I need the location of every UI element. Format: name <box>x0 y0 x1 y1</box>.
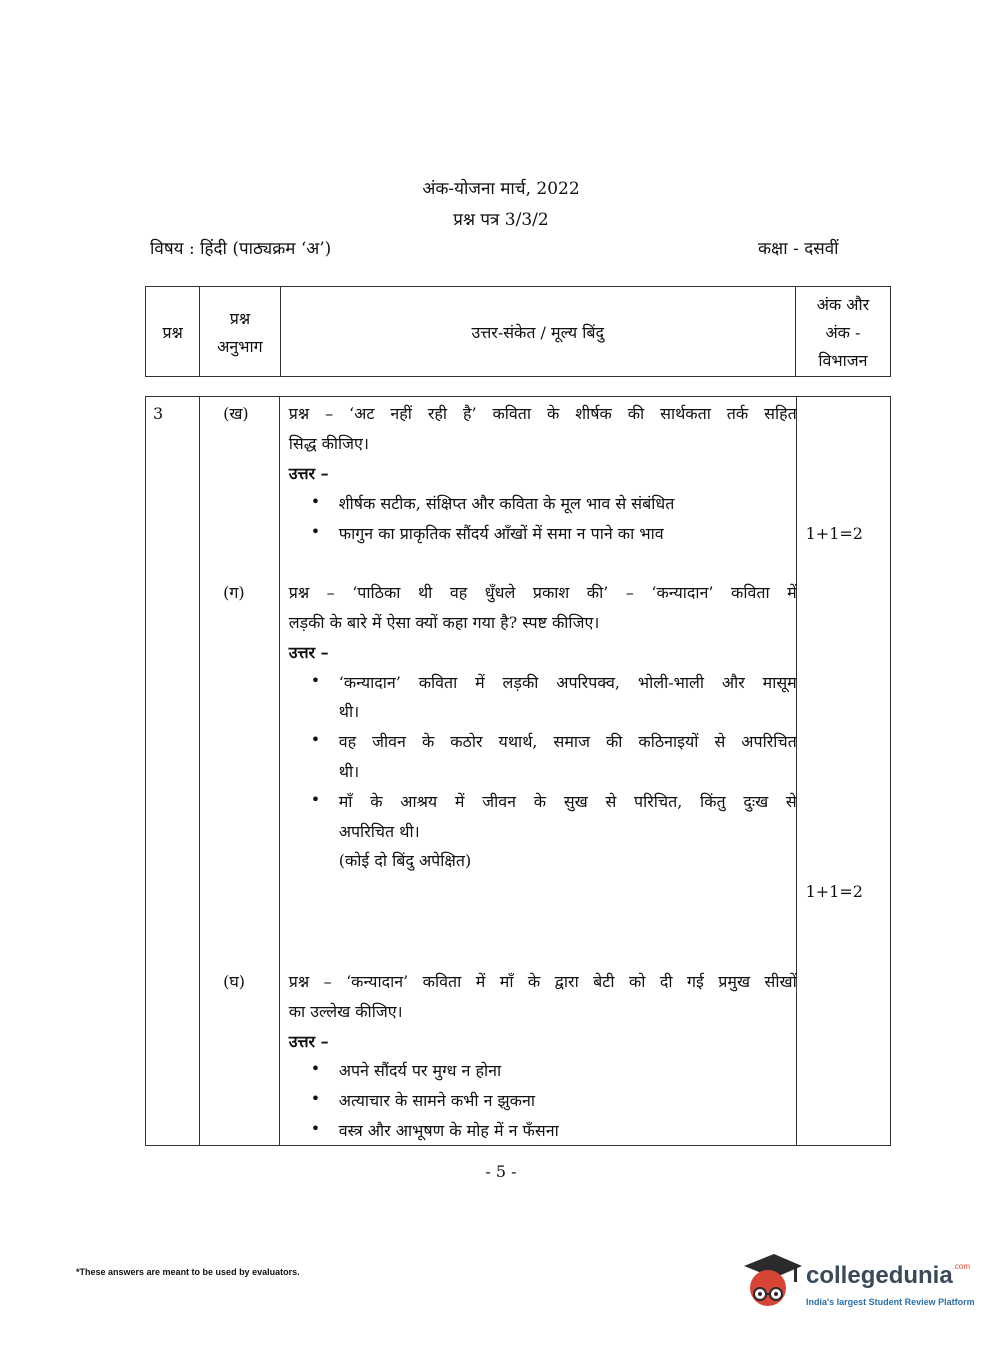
ga-bullet-2-line2: थी। <box>338 762 360 781</box>
evaluator-note: *These answers are meant to be used by evaluators. <box>76 1267 300 1277</box>
kha-question-line2: सिद्ध कीजिए। <box>288 434 369 453</box>
section-ga-label: (ग) <box>223 583 245 602</box>
bullet-icon: • <box>310 730 321 749</box>
ga-note: (कोई दो बिंदु अपेक्षित) <box>338 851 472 870</box>
answer-cell <box>279 397 796 1146</box>
ga-marks: 1+1=2 <box>805 882 863 901</box>
collegedunia-mascot-icon <box>740 1250 804 1312</box>
ga-bullet-3-line1: माँ के आश्रय में जीवन के सुख से परिचित, किंतु दुःख से <box>338 792 797 811</box>
section-cell <box>200 397 280 1146</box>
bullet-icon: • <box>310 492 321 511</box>
ga-question-line1: प्रश्न – ‘पाठिका थी वह धुँधले प्रकाश की’ – ‘कन्यादान’ कविता में <box>288 583 797 602</box>
ga-bullet-1-line1: ‘कन्यादान’ कविता में लड़की अपरिपक्व, भोली-भाली और मासूम <box>338 673 797 692</box>
kha-marks: 1+1=2 <box>805 524 863 543</box>
ga-bullet-2-line1: वह जीवन के कठोर यथार्थ, समाज की कठिनाइयों से अपरिचित <box>338 732 797 751</box>
ga-bullet-3-line2: अपरिचित थी। <box>338 822 420 841</box>
marks-cell <box>796 397 890 1146</box>
question-number-cell <box>146 397 200 1146</box>
paper-code: प्रश्न पत्र 3/3/2 <box>453 210 549 230</box>
ga-answer-label: उत्तर – <box>288 643 329 662</box>
col-marks: अंक और अंक - विभाजन <box>795 287 890 377</box>
logo-suffix: .com <box>952 1262 971 1271</box>
bullet-icon: • <box>310 1089 321 1108</box>
kha-bullet-1: शीर्षक सटीक, संक्षिप्त और कविता के मूल भाव से संबंधित <box>338 494 675 513</box>
gha-bullet-3: वस्त्र और आभूषण के मोह में न फँसना <box>338 1121 559 1140</box>
gha-bullet-2: अत्याचार के सामने कभी न झुकना <box>338 1091 535 1110</box>
header-table <box>145 286 891 377</box>
ga-question-line2: लड़की के बारे में ऐसा क्यों कहा गया है? स्पष्ट कीजिए। <box>288 613 600 632</box>
col-question: प्रश्न <box>146 287 200 377</box>
answer-table <box>145 396 891 1146</box>
section-gha-label: (घ) <box>223 972 246 991</box>
kha-answer-label: उत्तर – <box>288 464 329 483</box>
bullet-icon: • <box>310 1059 321 1078</box>
kha-bullet-2: फागुन का प्राकृतिक सौंदर्य आँखों में समा न पाने का भाव <box>338 524 664 543</box>
col-section: प्रश्न अनुभाग <box>200 287 280 377</box>
bullet-icon: • <box>310 671 321 690</box>
class-label: कक्षा - दसवीं <box>758 239 839 259</box>
gha-question-line1: प्रश्न – ‘कन्यादान’ कविता में माँ के द्वारा बेटी को दी गई प्रमुख सीखों <box>288 972 797 991</box>
bullet-icon: • <box>310 522 321 541</box>
gha-bullet-1: अपने सौंदर्य पर मुग्ध न होना <box>338 1061 502 1080</box>
bullet-icon: • <box>310 790 321 809</box>
subject-label: विषय : हिंदी (पाठ्यक्रम ‘अ’) <box>150 239 332 259</box>
section-kha-label: (ख) <box>223 404 249 423</box>
question-number: 3 <box>153 404 164 423</box>
page-number: - 5 - <box>485 1162 517 1181</box>
bullet-icon: • <box>310 1119 321 1138</box>
collegedunia-tagline: India's largest Student Review Platform <box>806 1297 975 1307</box>
gha-answer-label: उत्तर – <box>288 1032 329 1051</box>
gha-question-line2: का उल्लेख कीजिए। <box>288 1002 403 1021</box>
collegedunia-logo-text: collegedunia$^{.com}$ <box>806 1262 971 1289</box>
kha-question-line1: प्रश्न – ‘अट नहीं रही है’ कविता के शीर्षक की सार्थकता तर्क सहित <box>288 404 797 423</box>
col-answer-hints: उत्तर-संकेत / मूल्य बिंदु <box>280 287 795 377</box>
ga-bullet-1-line2: थी। <box>338 702 360 721</box>
scheme-title: अंक-योजना मार्च, 2022 <box>422 179 580 199</box>
